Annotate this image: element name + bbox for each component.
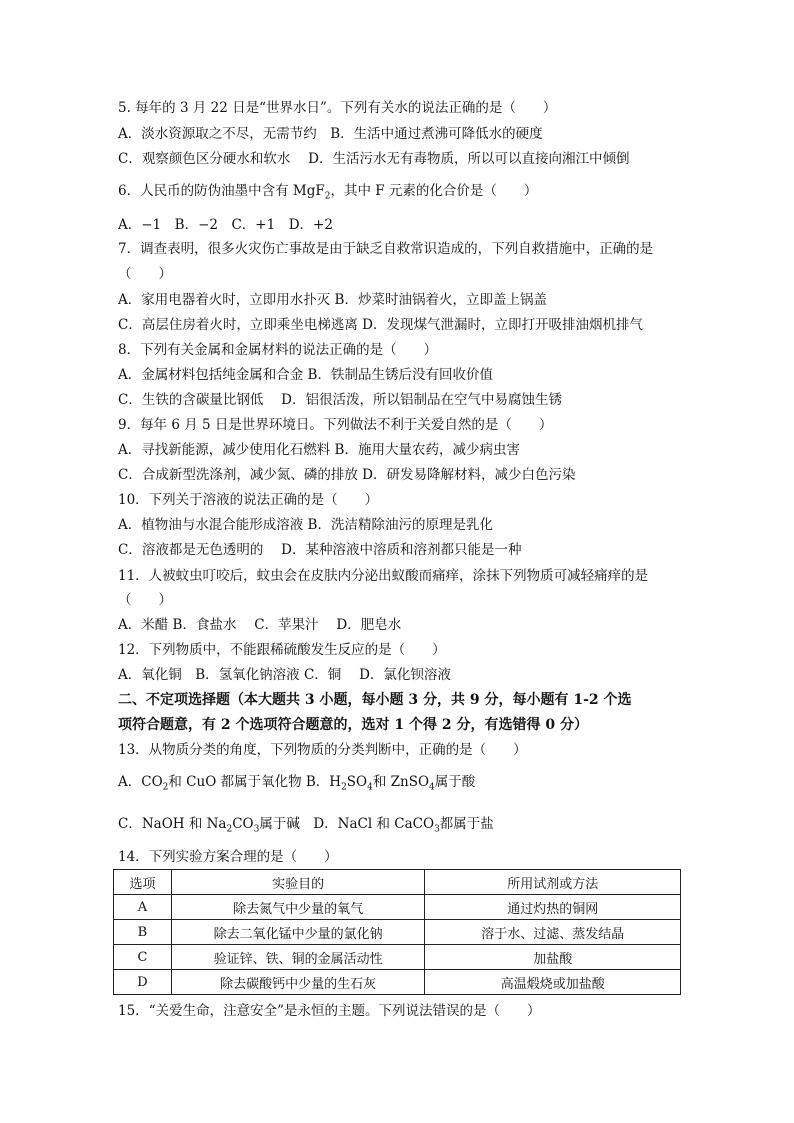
- table-header-cell: 所用试剂或方法: [425, 870, 681, 895]
- q11-paren: （ ）: [118, 592, 172, 608]
- table-cell: B: [114, 920, 172, 945]
- table-row: [114, 920, 681, 945]
- table-cell: 验证锌、铁、铜的金属活动性: [171, 945, 425, 970]
- table-row: [114, 970, 681, 995]
- table-cell: 溶于水、过滤、蒸发结晶: [425, 920, 681, 945]
- q13-stem: 13．从物质分类的角度，下列物质的分类判断中，正确的是（ ）: [118, 742, 527, 758]
- q12-stem: 12．下列物质中，不能跟稀硫酸发生反应的是（ ）: [118, 642, 446, 658]
- table-row: [114, 945, 681, 970]
- table-cell: 通过灼热的铜网: [425, 895, 681, 920]
- experiment-table: [113, 869, 681, 995]
- q5-stem: 5. 每年的 3 月 22 日是“世界水日”。下列有关水的说法正确的是（ ）: [118, 100, 557, 116]
- section2-heading-line1: 二、不定项选择题（本大题共 3 小题，每小题 3 分，共 9 分，每小题有 1-2 个选: [118, 692, 632, 708]
- section2-heading-line2: 项符合题意，有 2 个选项符合题意的，选对 1 个得 2 分，有选错得 0 分）: [118, 717, 588, 733]
- q8-options-cd: C．生铁的含碳量比钢低 D．铝很活泼，所以铝制品在空气中易腐蚀生锈: [118, 392, 562, 408]
- table-cell: 高温煅烧或加盐酸: [425, 970, 681, 995]
- table-cell: A: [114, 895, 172, 920]
- q7-options-ab: A．家用电器着火时，立即用水扑灭 B．炒菜时油锅着火，立即盖上锅盖: [118, 292, 547, 308]
- q5-options-cd: C．观察颜色区分硬水和软水 D．生活污水无有毒物质，所以可以直接向湘江中倾倒: [118, 151, 630, 167]
- table-cell: C: [114, 945, 172, 970]
- table-header-cell: 实验目的: [171, 870, 425, 895]
- q5-options-ab: A．淡水资源取之不尽，无需节约 B．生活中通过煮沸可降低水的硬度: [118, 126, 543, 142]
- q13-options-ab: A．$CO_2$和 CuO 都属于氧化物 B．$H_2SO_4$和 ZnSO$_4$属于酸: [118, 774, 476, 793]
- table-cell: D: [114, 970, 172, 995]
- q9-stem: 9．每年 6 月 5 日是世界环境日。下列做法不利于关爱自然的是（ ）: [118, 417, 553, 433]
- table-header-cell: 选项: [114, 870, 172, 895]
- table-cell: 除去氮气中少量的氧气: [171, 895, 425, 920]
- table-cell: 除去二氧化锰中少量的氯化钠: [171, 920, 425, 945]
- q6-stem: 6．人民币的防伪油墨中含有 MgF$_2$，其中 F 元素的化合价是（ ）: [118, 183, 538, 202]
- q6-options: A．−1 B．−2 C．+1 D．+2: [118, 217, 333, 233]
- q7-paren: （ ）: [118, 266, 172, 282]
- q7-options-cd: C．高层住房着火时，立即乘坐电梯逃离 D．发现煤气泄漏时，立即打开吸排油烟机排气: [118, 317, 643, 333]
- q10-stem: 10．下列关于溶液的说法正确的是（ ）: [118, 492, 379, 508]
- q14-stem: 14．下列实验方案合理的是（ ）: [118, 849, 338, 865]
- table-cell: 加盐酸: [425, 945, 681, 970]
- q13-options-cd: C．NaOH 和 $Na_2CO_3$属于碱 D．NaCl 和 CaCO$_3$都属于盐: [118, 816, 494, 835]
- q7-stem: 7．调查表明，很多火灾伤亡事故是由于缺乏自救常识造成的，下列自救措施中，正确的是: [118, 241, 654, 257]
- q10-options-cd: C．溶液都是无色透明的 D．某种溶液中溶质和溶剂都只能是一种: [118, 542, 522, 558]
- q15-stem: 15．“关爱生命，注意安全”是永恒的主题。下列说法错误的是（ ）: [118, 1003, 541, 1019]
- q9-options-ab: A．寻找新能源，减少使用化石燃料 B．施用大量农药，减少病虫害: [118, 442, 520, 458]
- q11-stem: 11．人被蚊虫叮咬后，蚊虫会在皮肤内分泌出蚁酸而痛痒，涂抹下列物质可减轻痛痒的是: [118, 568, 649, 584]
- q8-stem: 8．下列有关金属和金属材料的说法正确的是（ ）: [118, 342, 438, 358]
- q10-options-ab: A．植物油与水混合能形成溶液 B．洗洁精除油污的原理是乳化: [118, 517, 493, 533]
- q12-options: A．氧化铜 B．氢氧化钠溶液 C．铜 D．氯化钡溶液: [118, 667, 451, 683]
- q9-options-cd: C．合成新型洗涤剂，减少氮、磷的排放 D．研发易降解材料，减少白色污染: [118, 467, 576, 483]
- table-header-row: [114, 870, 681, 895]
- q8-options-ab: A．金属材料包括纯金属和合金 B．铁制品生锈后没有回收价值: [118, 367, 493, 383]
- table-cell: 除去碳酸钙中少量的生石灰: [171, 970, 425, 995]
- q11-options: A．米醋 B．食盐水 C．苹果汁 D．肥皂水: [118, 617, 402, 633]
- table-row: [114, 895, 681, 920]
